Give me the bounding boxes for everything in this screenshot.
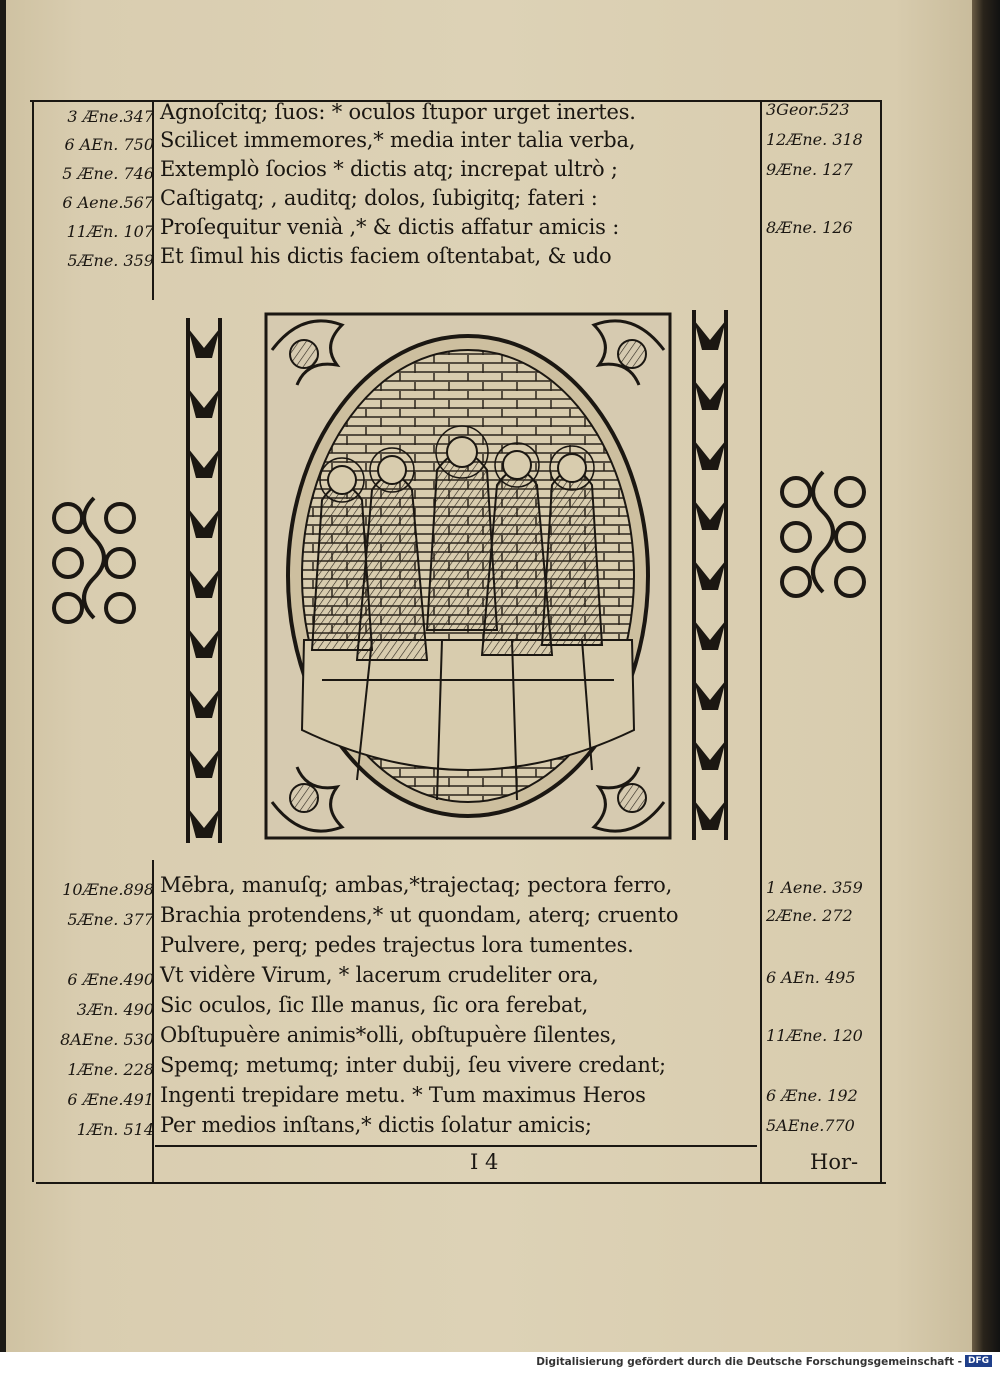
margin-ornament-right — [770, 462, 876, 610]
margin-ref-left: 3 Æne.347 — [67, 107, 154, 126]
margin-ref-left: 10Æne.898 — [62, 880, 154, 899]
verse-line: Pulvere, perq; pedes trajectus lora tumentes. — [160, 933, 634, 957]
verse-line: Per medios inſtans,* dictis ſolatur amicis; — [160, 1113, 592, 1137]
book-edge — [972, 0, 1000, 1352]
margin-ref-right: 9Æne. 127 — [766, 160, 853, 179]
signature-mark: I 4 — [470, 1150, 499, 1174]
margin-ref-left: 5Æne. 359 — [67, 251, 154, 270]
ornament-border-left — [180, 318, 228, 843]
margin-ref-left: 1Æn. 514 — [76, 1120, 154, 1139]
margin-ref-right: 8Æne. 126 — [766, 218, 853, 237]
verse-line: Sic oculos, ſic Ille manus, ſic ora ferebat, — [160, 993, 589, 1017]
margin-ref-left: 8AEne. 530 — [60, 1030, 154, 1049]
margin-ref-left: 5 Æne. 746 — [62, 164, 154, 183]
verse-line: Spemq; metumq; inter dubij, ſeu vivere credant; — [160, 1053, 666, 1077]
frame-left — [32, 100, 34, 1182]
woodcut-illustration — [262, 310, 674, 842]
catchword: Hor- — [810, 1150, 859, 1174]
margin-ref-left: 11Æn. 107 — [66, 222, 154, 241]
verse-line: Scilicet immemores,* media inter talia verba, — [160, 128, 636, 152]
margin-ref-left: 1Æne. 228 — [67, 1060, 154, 1079]
margin-ornament-left — [42, 488, 146, 638]
digitization-credit: Digitalisierung gefördert durch die Deutsche Forschungsgemeinschaft - — [536, 1356, 962, 1368]
verse-line: Brachia protendens,* ut quondam, aterq; cruento — [160, 903, 679, 927]
verse-line: Proſequitur venià ,* & dictis affatur amicis : — [160, 215, 620, 239]
margin-rule-right — [760, 100, 762, 1182]
verse-line: Caſtigatq; , auditq; dolos, ſubigitq; fateri : — [160, 186, 598, 210]
verse-line: Obſtupuère animis*olli, obſtupuère ſilentes, — [160, 1023, 617, 1047]
frame-bottom — [36, 1182, 886, 1184]
margin-ref-right: 6 AEn. 495 — [766, 968, 856, 987]
margin-ref-left: 6 Aene.567 — [62, 193, 154, 212]
margin-ref-right: 2Æne. 272 — [766, 906, 853, 925]
margin-ref-right: 3Geor.523 — [766, 100, 850, 119]
verse-line: Mēbra, manuſq; ambas,*trajectaq; pectora ferro, — [160, 873, 673, 897]
verse-line: Extemplò ſocios * dictis atq; increpat ultrò ; — [160, 157, 618, 181]
dfg-logo: DFG — [965, 1355, 992, 1367]
frame-right — [880, 100, 882, 1182]
margin-ref-right: 6 Æne. 192 — [766, 1086, 858, 1105]
ornament-border-right — [686, 310, 734, 840]
margin-ref-left: 6 Æne.491 — [67, 1090, 154, 1109]
margin-ref-left: 6 Æne.490 — [67, 970, 154, 989]
verse-line: Et ſimul his dictis faciem oſtentabat, & udo — [160, 244, 612, 268]
margin-ref-left: 3Æn. 490 — [76, 1000, 154, 1019]
margin-ref-left: 6 AEn. 750 — [64, 135, 154, 154]
margin-ref-right: 1 Aene. 359 — [766, 878, 863, 897]
margin-ref-left: 5Æne. 377 — [67, 910, 154, 929]
margin-ref-right: 11Æne. 120 — [766, 1026, 863, 1045]
verse-line: Agnoſcitq; ſuos: * oculos ſtupor urget inertes. — [160, 100, 636, 124]
verse-line: Ingenti trepidare metu. * Tum maximus Heros — [160, 1083, 646, 1107]
margin-ref-right: 5AEne.770 — [766, 1116, 855, 1135]
verse-line: Vt vidère Virum, * lacerum crudeliter ora, — [160, 963, 599, 987]
margin-ref-right: 12Æne. 318 — [766, 130, 863, 149]
text-bottom-rule — [155, 1145, 757, 1147]
